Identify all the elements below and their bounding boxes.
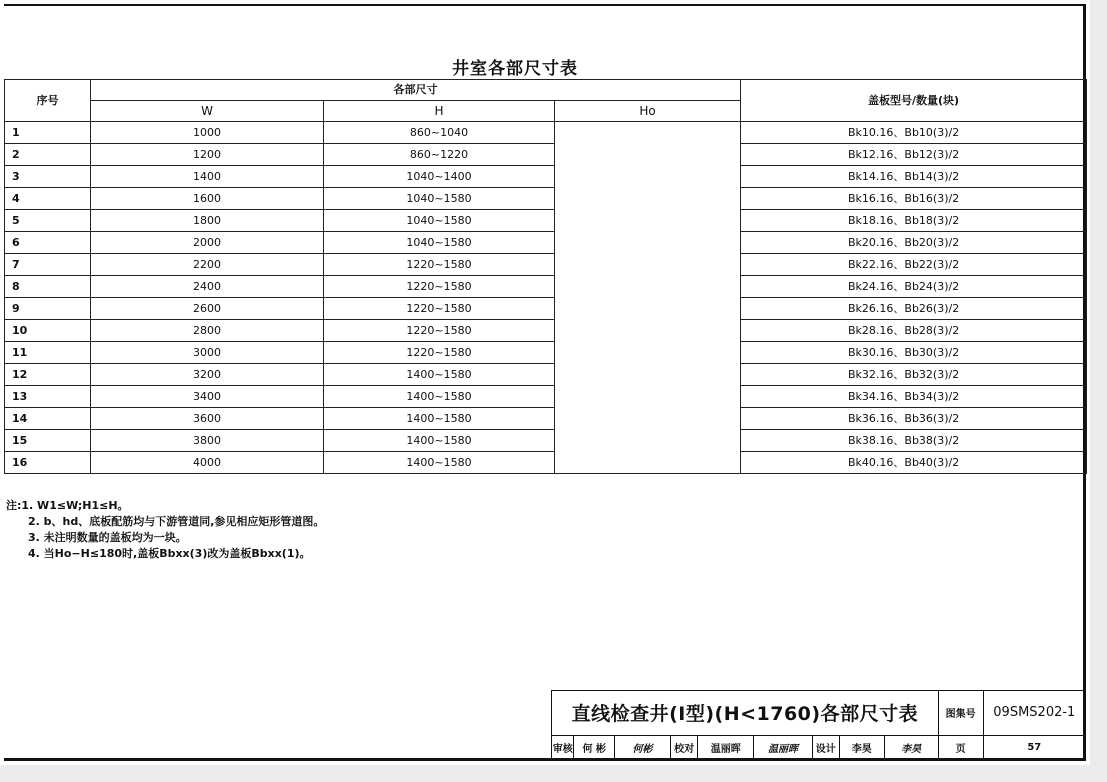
row-index: 6	[5, 232, 91, 254]
cell-w: 1000	[91, 122, 324, 144]
check-label: 校对	[671, 735, 698, 760]
cell-h: 1220~1580	[324, 298, 555, 320]
row-index: 9	[5, 298, 91, 320]
header-h: H	[324, 101, 555, 122]
table-row	[5, 210, 1087, 232]
row-index: 11	[5, 342, 91, 364]
row-index: 5	[5, 210, 91, 232]
cell-h: 1400~1580	[324, 408, 555, 430]
cell-cover: Bk10.16、Bb10(3)/2	[741, 122, 1087, 144]
cell-w: 3400	[91, 386, 324, 408]
title-block	[551, 690, 1086, 761]
cell-w: 3600	[91, 408, 324, 430]
cell-h: 1400~1580	[324, 386, 555, 408]
cell-cover: Bk16.16、Bb16(3)/2	[741, 188, 1087, 210]
cell-w: 1200	[91, 144, 324, 166]
cell-cover: Bk14.16、Bb14(3)/2	[741, 166, 1087, 188]
reviewer-signature: 何彬	[614, 735, 670, 760]
table-header-row	[5, 80, 1087, 101]
cell-cover: Bk22.16、Bb22(3)/2	[741, 254, 1087, 276]
cell-cover: Bk20.16、Bb20(3)/2	[741, 232, 1087, 254]
row-index: 7	[5, 254, 91, 276]
cell-cover: Bk36.16、Bb36(3)/2	[741, 408, 1087, 430]
table-row	[5, 144, 1087, 166]
cell-cover: Bk28.16、Bb28(3)/2	[741, 320, 1087, 342]
table-row	[5, 276, 1087, 298]
drawing-title: 直线检查井(Ⅰ型)(H<1760)各部尺寸表	[552, 691, 939, 736]
cell-w: 1400	[91, 166, 324, 188]
dimension-table	[4, 79, 1087, 474]
designer-signature: 李昊	[884, 735, 938, 760]
cell-h: 1220~1580	[324, 320, 555, 342]
cell-cover: Bk32.16、Bb32(3)/2	[741, 364, 1087, 386]
table-row	[5, 166, 1087, 188]
atlas-number: 09SMS202-1	[983, 691, 1085, 736]
note-line: 4. 当Ho−H≤180时,盖板Bbxx(3)改为盖板Bbxx(1)。	[28, 547, 311, 560]
cell-cover: Bk34.16、Bb34(3)/2	[741, 386, 1087, 408]
note-line: 2. b、hd、底板配筋均与下游管道同,参见相应矩形管道图。	[28, 515, 325, 528]
cell-h: 1220~1580	[324, 254, 555, 276]
row-index: 13	[5, 386, 91, 408]
cell-cover: Bk24.16、Bb24(3)/2	[741, 276, 1087, 298]
row-index: 3	[5, 166, 91, 188]
cell-h: 1040~1580	[324, 188, 555, 210]
cell-w: 1600	[91, 188, 324, 210]
designer-name: 李昊	[839, 735, 884, 760]
table-row	[5, 452, 1087, 474]
row-index: 1	[5, 122, 91, 144]
row-index: 2	[5, 144, 91, 166]
atlas-label: 图集号	[938, 691, 983, 736]
cell-h: 1220~1580	[324, 276, 555, 298]
notes	[6, 498, 324, 562]
cell-w: 3800	[91, 430, 324, 452]
cell-cover: Bk40.16、Bb40(3)/2	[741, 452, 1087, 474]
row-index: 4	[5, 188, 91, 210]
cell-w: 1800	[91, 210, 324, 232]
cell-h: 1040~1580	[324, 232, 555, 254]
cell-w: 2600	[91, 298, 324, 320]
table-row	[5, 320, 1087, 342]
table-row	[5, 188, 1087, 210]
cell-h: 860~1040	[324, 122, 555, 144]
table-row	[5, 254, 1087, 276]
header-cover: 盖板型号/数量(块)	[741, 80, 1087, 122]
row-index: 8	[5, 276, 91, 298]
table-row	[5, 122, 1087, 144]
note-line: 注:1. W1≤W;H1≤H。	[6, 499, 129, 512]
cell-h: 860~1220	[324, 144, 555, 166]
note-line: 3. 未注明数量的盖板均为一块。	[28, 531, 187, 544]
row-index: 15	[5, 430, 91, 452]
cell-w: 2400	[91, 276, 324, 298]
page-number: 57	[983, 735, 1085, 760]
cell-w: 4000	[91, 452, 324, 474]
cell-w: 2000	[91, 232, 324, 254]
table-row	[5, 386, 1087, 408]
table-row	[5, 232, 1087, 254]
cell-h: 1400~1580	[324, 452, 555, 474]
cell-h0	[555, 122, 741, 474]
row-index: 14	[5, 408, 91, 430]
table-row	[5, 364, 1087, 386]
header-index: 序号	[5, 80, 91, 122]
design-label: 设计	[812, 735, 839, 760]
cell-w: 2200	[91, 254, 324, 276]
cell-w: 2800	[91, 320, 324, 342]
cell-cover: Bk12.16、Bb12(3)/2	[741, 144, 1087, 166]
cell-w: 3200	[91, 364, 324, 386]
checker-name: 温丽晖	[698, 735, 754, 760]
table-row	[5, 298, 1087, 320]
cell-h: 1400~1580	[324, 364, 555, 386]
cell-h: 1040~1400	[324, 166, 555, 188]
reviewer-name: 何 彬	[574, 735, 614, 760]
table-row	[5, 430, 1087, 452]
checker-signature: 温丽晖	[754, 735, 812, 760]
cell-cover: Bk18.16、Bb18(3)/2	[741, 210, 1087, 232]
header-h0: Ho	[555, 101, 741, 122]
cell-cover: Bk30.16、Bb30(3)/2	[741, 342, 1087, 364]
cell-cover: Bk38.16、Bb38(3)/2	[741, 430, 1087, 452]
cell-h: 1040~1580	[324, 210, 555, 232]
review-label: 审核	[552, 735, 574, 760]
table-row	[5, 342, 1087, 364]
row-index: 10	[5, 320, 91, 342]
row-index: 12	[5, 364, 91, 386]
cell-h: 1220~1580	[324, 342, 555, 364]
page-label: 页	[938, 735, 983, 760]
header-w: W	[91, 101, 324, 122]
cell-w: 3000	[91, 342, 324, 364]
cell-h: 1400~1580	[324, 430, 555, 452]
table-row	[5, 408, 1087, 430]
table-title: 井室各部尺寸表	[452, 59, 578, 79]
cell-cover: Bk26.16、Bb26(3)/2	[741, 298, 1087, 320]
row-index: 16	[5, 452, 91, 474]
header-dimensions: 各部尺寸	[91, 80, 741, 101]
